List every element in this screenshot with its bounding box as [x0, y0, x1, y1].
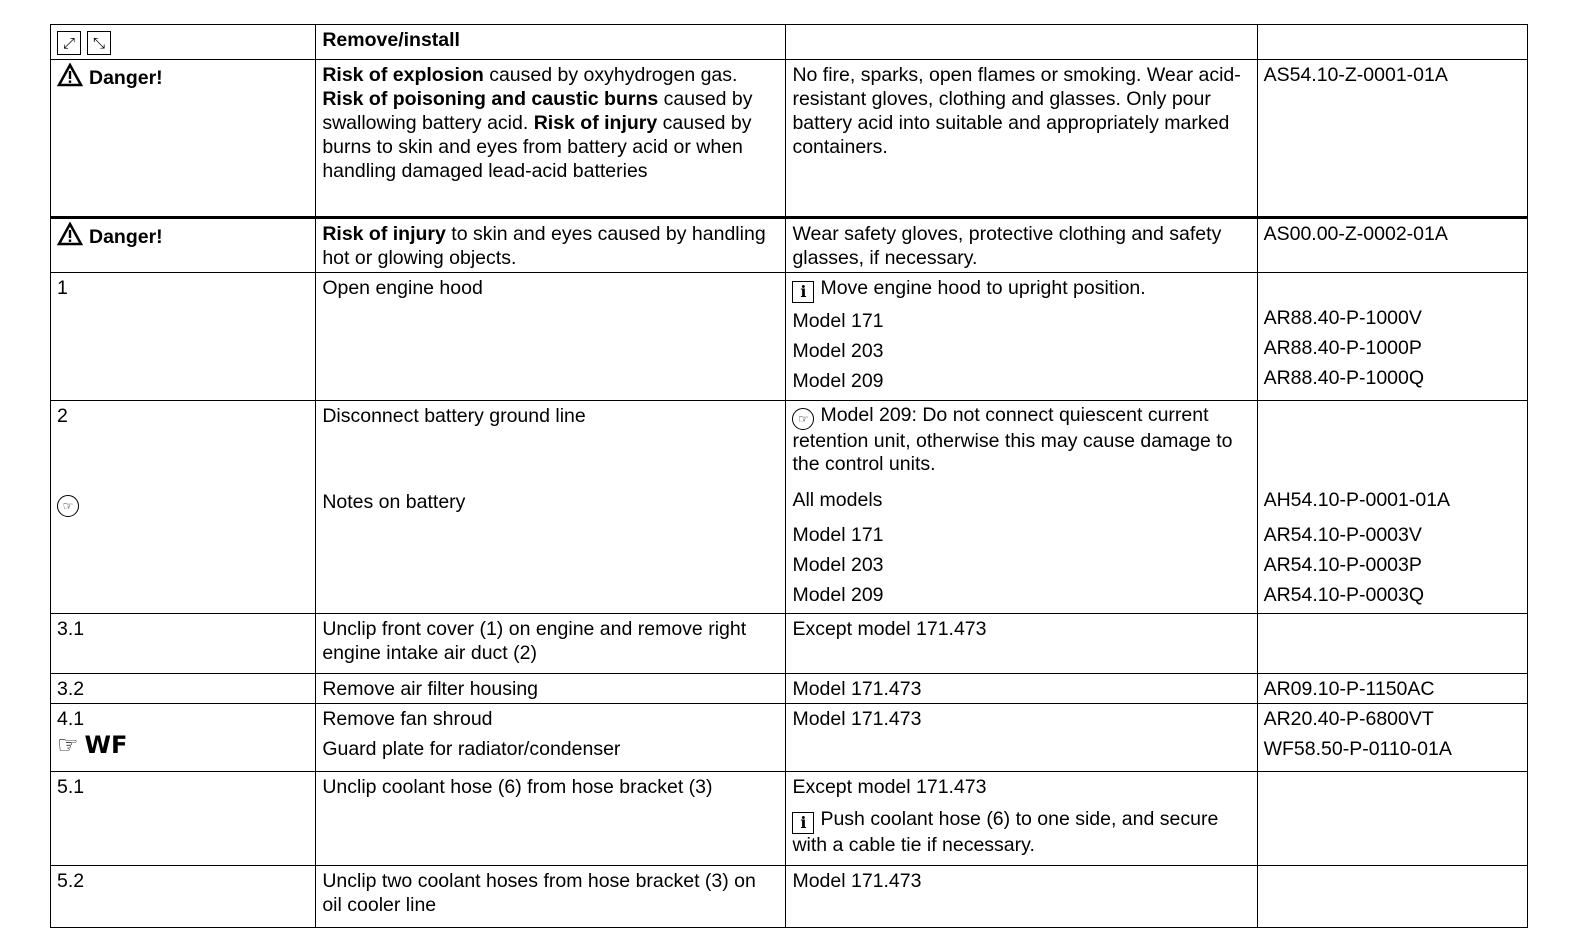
step-refs — [1257, 273, 1527, 401]
step-condition: Model 171.473 — [786, 674, 1257, 704]
step-number: 4.1 — [57, 708, 85, 730]
danger-label: Danger! — [89, 67, 163, 89]
step-row-2 — [51, 401, 1528, 614]
risk-bold-2: Risk of injury — [322, 223, 446, 245]
info-text: Move engine hood to upright position. — [820, 277, 1146, 299]
step-condition: Model 171.473 — [786, 866, 1257, 928]
step-ref-empty — [1257, 772, 1527, 866]
step-action: Unclip front cover (1) on engine and remove right engine intake air duct (2) — [316, 614, 786, 674]
step-action-cell — [316, 704, 786, 772]
wf-text: Guard plate for radiator/condenser — [322, 738, 621, 760]
info-icon: i — [792, 281, 814, 303]
step-condition: Except model 171.473 — [786, 614, 1257, 674]
step-number: 5.2 — [51, 866, 316, 928]
risk-c-bold: Risk of injury — [533, 112, 658, 134]
step-condition: Except model 171.473 — [792, 776, 987, 798]
step-number: 1 — [51, 273, 316, 401]
all-models-ref[interactable]: AH54.10-P-0001-01A — [1263, 489, 1451, 511]
risk-a-text: caused by oxyhydrogen gas. — [483, 64, 738, 86]
step-ref-empty — [1257, 866, 1527, 928]
step-row-5-1 — [51, 772, 1528, 866]
model-label: Model 203 — [792, 554, 884, 576]
step-row-3-1 — [51, 614, 1528, 674]
danger-risk-text — [316, 60, 786, 218]
step-ref-empty — [1257, 614, 1527, 674]
header-row — [51, 25, 1528, 60]
step-refs — [1257, 401, 1527, 614]
step-number: 3.1 — [51, 614, 316, 674]
danger-measures-2: Wear safety gloves, protective clothing and safety glasses, if necessary. — [786, 218, 1257, 273]
step-number: 2 — [57, 405, 68, 427]
step-number: 3.2 — [51, 674, 316, 704]
model-label: Model 209 — [792, 584, 884, 606]
risk-b-text: caused by swallowing battery acid. — [322, 88, 753, 134]
notes-label: Notes on battery — [322, 491, 466, 513]
step-details — [786, 273, 1257, 401]
step-action: Open engine hood — [316, 273, 786, 401]
all-models-label: All models — [792, 489, 883, 511]
model-ref[interactable]: AR88.40-P-1000Q — [1263, 367, 1425, 389]
warning-triangle-icon — [57, 63, 83, 93]
step-action: Unclip coolant hose (6) from hose bracket (3) — [316, 772, 786, 866]
header-title: Remove/install — [316, 25, 786, 60]
wf-label: WF — [84, 731, 128, 759]
procedure-table — [50, 24, 1528, 928]
model-ref[interactable]: AR54.10-P-0003Q — [1263, 584, 1425, 606]
model-ref[interactable]: AR54.10-P-0003V — [1263, 524, 1422, 546]
model-label: Model 209 — [792, 370, 884, 392]
step-details — [786, 401, 1257, 614]
step-condition: Model 171.473 — [786, 704, 1257, 772]
danger-row-2 — [51, 218, 1528, 273]
danger-label-2: Danger! — [89, 226, 163, 248]
danger-label-cell-2 — [51, 218, 316, 273]
step-row-5-2 — [51, 866, 1528, 928]
step-action-cell — [316, 401, 786, 614]
step-action: Remove fan shroud — [322, 708, 493, 730]
danger-risk-text-2 — [316, 218, 786, 273]
risk-a-bold: Risk of explosion — [322, 64, 484, 86]
warning-triangle-icon — [57, 222, 83, 252]
risk-text-2: to skin and eyes caused by handling hot or glowing objects. — [322, 223, 766, 269]
info-text: Push coolant hose (6) to one side, and secure with a cable tie if necessary. — [792, 808, 1219, 856]
note-icon: ☞ — [792, 408, 814, 430]
expand-icon[interactable]: ⤢ — [57, 31, 81, 55]
note-text: Model 209: Do not connect quiescent current retention unit, otherwise this may cause damage to the control units. — [792, 404, 1233, 475]
step-row-4-1 — [51, 704, 1528, 772]
step-ref[interactable]: AR20.40-P-6800VT — [1263, 708, 1434, 730]
step-details — [786, 772, 1257, 866]
step-action: Remove air filter housing — [316, 674, 786, 704]
note-icon: ☞ — [57, 495, 79, 517]
header-empty-3 — [786, 25, 1257, 60]
pointing-hand-icon: ☞ — [57, 731, 79, 759]
model-label: Model 171 — [792, 310, 884, 332]
step-number: 5.1 — [51, 772, 316, 866]
info-icon: i — [792, 812, 814, 834]
step-refs — [1257, 704, 1527, 772]
header-empty-4 — [1257, 25, 1527, 60]
collapse-icon[interactable]: ⤡ — [87, 31, 111, 55]
risk-c-text: caused by burns to skin and eyes from battery acid or when handling damaged lead-acid batteries — [322, 112, 752, 182]
step-number-cell — [51, 401, 316, 614]
wf-ref[interactable]: WF58.50-P-0110-01A — [1263, 738, 1452, 760]
model-label: Model 171 — [792, 524, 884, 546]
model-ref[interactable]: AR54.10-P-0003P — [1263, 554, 1422, 576]
step-row-1 — [51, 273, 1528, 401]
danger-label-cell — [51, 60, 316, 218]
risk-b-bold: Risk of poisoning and caustic burns — [322, 88, 659, 110]
danger-ref-2[interactable]: AS00.00-Z-0002-01A — [1257, 218, 1527, 273]
model-ref[interactable]: AR88.40-P-1000V — [1263, 307, 1422, 329]
model-ref[interactable]: AR88.40-P-1000P — [1263, 337, 1422, 359]
step-row-3-2 — [51, 674, 1528, 704]
step-number-cell — [51, 704, 316, 772]
step-action: Unclip two coolant hoses from hose bracket (3) on oil cooler line — [316, 866, 786, 928]
danger-measures: No fire, sparks, open flames or smoking. Wear acid-resistant gloves, clothing and glasses. Only pour battery acid into suitable and appropriately marked containers. — [786, 60, 1257, 218]
danger-ref[interactable]: AS54.10-Z-0001-01A — [1257, 60, 1527, 218]
danger-row-1 — [51, 60, 1528, 218]
step-action: Disconnect battery ground line — [322, 405, 586, 427]
step-ref[interactable]: AR09.10-P-1150AC — [1257, 674, 1527, 704]
model-label: Model 203 — [792, 340, 884, 362]
header-icons-cell — [51, 25, 316, 60]
